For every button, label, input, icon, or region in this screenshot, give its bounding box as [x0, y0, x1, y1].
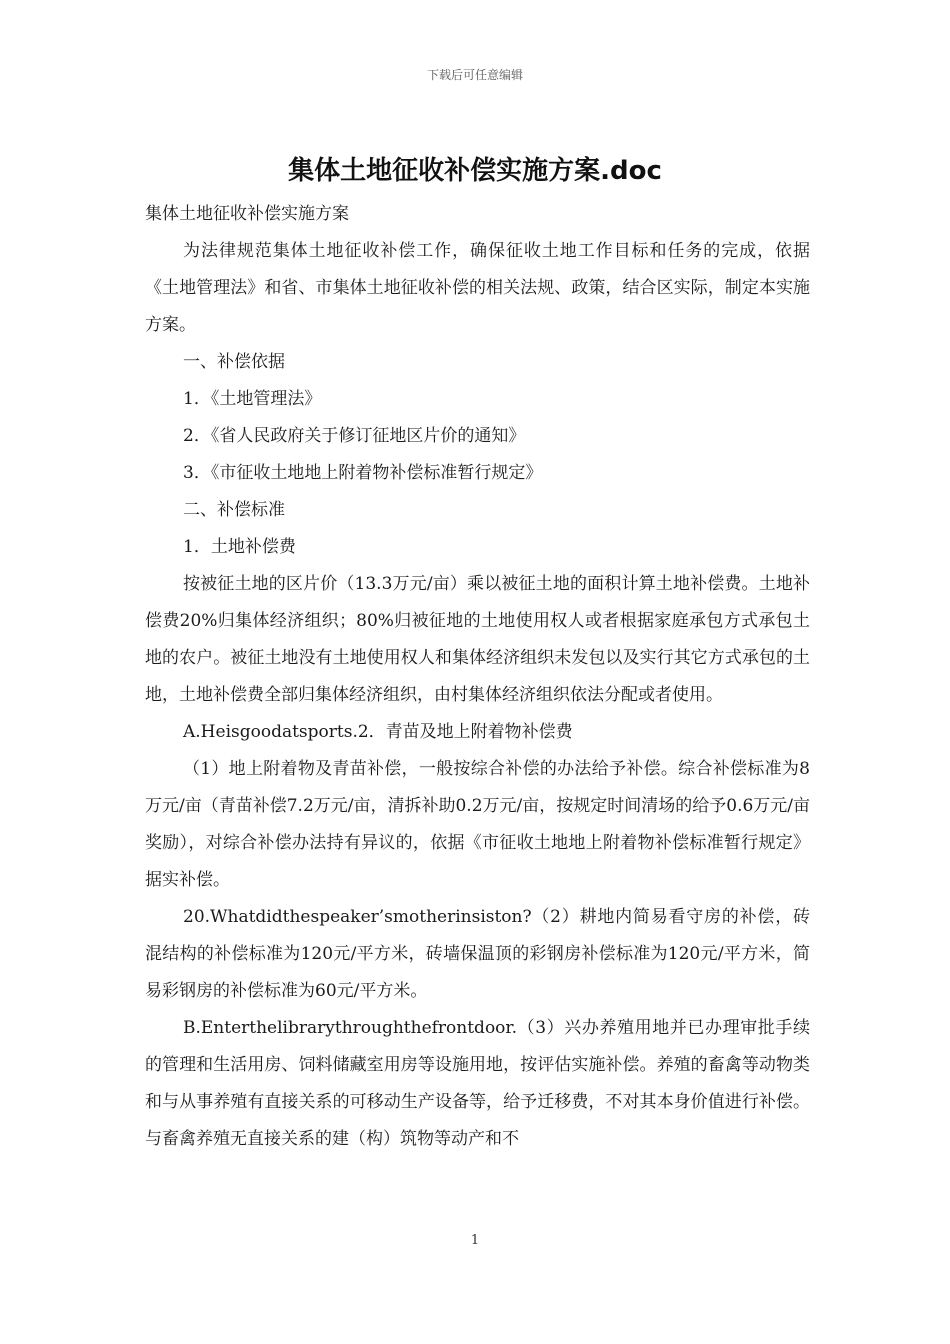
- section-heading-basis: 一、补偿依据: [183, 352, 285, 372]
- subheading-land-compensation: 1．土地补偿费: [183, 537, 296, 557]
- paragraph-attachments-3: B.Enterthelibrarythroughthefrontdoor.（3）兴办养殖用地并已办理审批手续的管理和生活用房、饲料储藏室用房等设施用地，按评估实施补偿。养殖的畜禽等动物类和与从事养殖有直接关系的可移动生产设备等，给予迁移费，不对其本身价值进行补偿。与畜禽养殖无直接关系的建（构）筑物等动产和不: [145, 1018, 810, 1149]
- list-item-basis-1: 1．《土地管理法》: [183, 389, 322, 409]
- paragraph-attachments-2: 20.Whatdidthespeaker’smotherinsiston?（2）耕地内简易看守房的补偿，砖混结构的补偿标准为120元/平方米，砖墙保温顶的彩钢房补偿标准为120元/平方米，简易彩钢房的补偿标准为60元/平方米。: [145, 907, 810, 1001]
- paragraph-intro: 为法律规范集体土地征收补偿工作，确保征收土地工作目标和任务的完成，依据《土地管理法》和省、市集体土地征收补偿的相关法规、政策，结合区实际，制定本实施方案。: [145, 241, 810, 335]
- section-heading-standard: 二、补偿标准: [183, 500, 285, 520]
- doc-subtitle: 集体土地征收补偿实施方案: [145, 204, 349, 224]
- document-body: [145, 196, 810, 1158]
- paragraph-land-compensation: 按被征土地的区片价（13.3万元/亩）乘以被征土地的面积计算土地补偿费。土地补偿费20%归集体经济组织；80%归被征地的土地使用权人或者根据家庭承包方式承包土地的农户。被征土地没有土地使用权人和集体经济组织未发包以及实行其它方式承包的土地，土地补偿费全部归集体经济组织，由村集体经济组织依法分配或者使用。: [145, 574, 810, 705]
- document-title: 集体土地征收补偿实施方案.doc: [288, 156, 662, 186]
- page-number: 1: [470, 1233, 480, 1248]
- paragraph-attachments-1: （1）地上附着物及青苗补偿，一般按综合补偿的办法给予补偿。综合补偿标准为8万元/亩（青苗补偿7.2万元/亩，清拆补助0.2万元/亩，按规定时间清场的给予0.6万元/亩奖励），对综合补偿办法持有异议的，依据《市征收土地地上附着物补偿标准暂行规定》据实补偿。: [145, 759, 811, 890]
- page-header-note: 下载后可任意编辑: [426, 68, 523, 82]
- list-item-basis-2: 2．《省人民政府关于修订征地区片价的通知》: [183, 426, 526, 446]
- list-item-basis-3: 3．《市征收土地地上附着物补偿标准暂行规定》: [183, 463, 543, 483]
- subheading-crops-attachments: A.Heisgoodatsports.2．青苗及地上附着物补偿费: [183, 722, 573, 742]
